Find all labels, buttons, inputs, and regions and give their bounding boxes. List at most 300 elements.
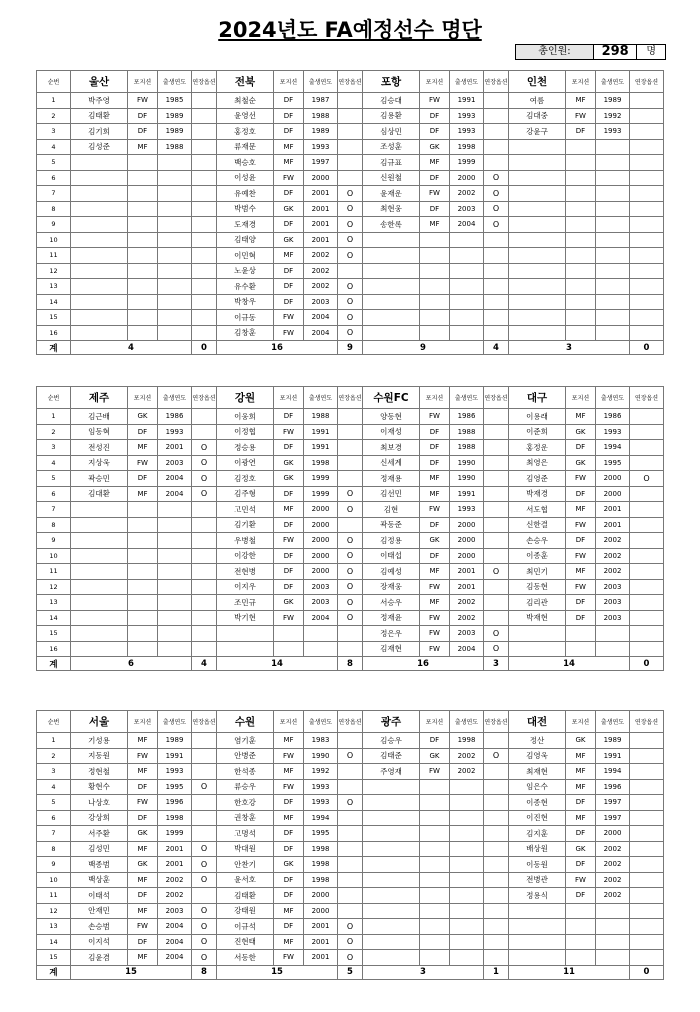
player-name: 여름: [509, 93, 566, 109]
player-extension-option: [630, 486, 664, 502]
player-position: [420, 294, 450, 310]
player-extension-option: [630, 826, 664, 842]
player-name: 신원철: [363, 170, 420, 186]
table-row: [37, 595, 664, 611]
player-name: 이재성: [363, 424, 420, 440]
player-position: FW: [566, 108, 596, 124]
player-position: [566, 155, 596, 171]
player-extension-option: [338, 139, 363, 155]
player-extension-option: [192, 186, 217, 202]
player-position: DF: [420, 108, 450, 124]
player-extension-option: O: [338, 533, 363, 549]
player-position: [274, 626, 304, 642]
player-birth-year: 2001: [158, 857, 192, 873]
player-position: DF: [128, 424, 158, 440]
player-birth-year: [450, 903, 484, 919]
player-extension-option: O: [338, 564, 363, 580]
player-name: 곽승민: [71, 471, 128, 487]
player-birth-year: [158, 170, 192, 186]
player-position: FW: [420, 409, 450, 425]
player-birth-year: 2004: [450, 641, 484, 657]
player-position: DF: [274, 826, 304, 842]
player-extension-option: O: [338, 217, 363, 233]
player-extension-option: [630, 872, 664, 888]
table-row: [37, 903, 664, 919]
team-extension-count: 0: [192, 341, 217, 355]
seq-header: 순번: [37, 71, 71, 93]
player-name: 최현웅: [363, 201, 420, 217]
roster-section-3: [36, 710, 664, 980]
player-position: FW: [566, 872, 596, 888]
player-name: 김윤겸: [71, 950, 128, 966]
player-extension-option: [484, 248, 509, 264]
player-birth-year: [158, 263, 192, 279]
team-extension-count: 4: [192, 657, 217, 671]
player-name: [71, 626, 128, 642]
player-name: [509, 201, 566, 217]
player-birth-year: 1989: [158, 108, 192, 124]
player-name: [71, 201, 128, 217]
player-position: [420, 841, 450, 857]
player-position: [128, 217, 158, 233]
player-extension-option: [630, 325, 664, 341]
player-name: 기성용: [71, 733, 128, 749]
player-name: 서주환: [71, 826, 128, 842]
row-number: 7: [37, 502, 71, 518]
player-extension-option: [484, 440, 509, 456]
table-row: [37, 279, 664, 295]
player-position: [420, 950, 450, 966]
player-birth-year: 1998: [304, 872, 338, 888]
player-name: 전병관: [509, 872, 566, 888]
player-name: 최민기: [509, 564, 566, 580]
player-extension-option: [484, 872, 509, 888]
player-position: [274, 641, 304, 657]
player-name: 김태준: [363, 748, 420, 764]
player-birth-year: 1992: [304, 764, 338, 780]
row-number: 4: [37, 779, 71, 795]
player-birth-year: 1989: [158, 124, 192, 140]
player-position: [128, 610, 158, 626]
player-name: 서동한: [217, 950, 274, 966]
player-position: MF: [128, 903, 158, 919]
player-extension-option: [484, 424, 509, 440]
player-position: GK: [420, 748, 450, 764]
player-position: [128, 502, 158, 518]
player-birth-year: 2002: [450, 748, 484, 764]
player-extension-option: [192, 795, 217, 811]
player-name: 권창훈: [217, 810, 274, 826]
player-extension-option: [192, 294, 217, 310]
player-extension-option: [630, 93, 664, 109]
player-birth-year: 2002: [450, 186, 484, 202]
team-player-count: 14: [217, 657, 338, 671]
row-number: 13: [37, 595, 71, 611]
player-name: [363, 232, 420, 248]
player-birth-year: [158, 325, 192, 341]
table-row: [37, 795, 664, 811]
player-birth-year: 1993: [304, 795, 338, 811]
player-name: 김태양: [217, 232, 274, 248]
player-name: 윤재운: [363, 186, 420, 202]
player-position: DF: [566, 486, 596, 502]
player-position: DF: [420, 548, 450, 564]
player-name: 김주형: [217, 486, 274, 502]
table-row: [37, 263, 664, 279]
player-birth-year: [596, 950, 630, 966]
player-name: [71, 310, 128, 326]
player-extension-option: [630, 748, 664, 764]
page-title: 2024년도 FA예정선수 명단: [218, 18, 482, 42]
player-birth-year: 1999: [304, 471, 338, 487]
player-name: 강윤구: [509, 124, 566, 140]
table-row: [37, 124, 664, 140]
player-birth-year: [596, 903, 630, 919]
team-player-count: 11: [509, 965, 630, 979]
player-birth-year: [158, 517, 192, 533]
player-position: DF: [274, 440, 304, 456]
player-extension-option: O: [338, 579, 363, 595]
team-extension-count: 5: [338, 965, 363, 979]
player-name: 정승용: [217, 440, 274, 456]
player-name: 김대환: [71, 486, 128, 502]
player-extension-option: [338, 124, 363, 140]
player-birth-year: [596, 325, 630, 341]
player-name: 김리관: [509, 595, 566, 611]
player-position: [420, 919, 450, 935]
player-birth-year: 1990: [450, 455, 484, 471]
player-name: 이규석: [217, 919, 274, 935]
player-extension-option: [484, 857, 509, 873]
player-name: 강태원: [217, 903, 274, 919]
player-extension-option: O: [338, 795, 363, 811]
player-extension-option: [630, 903, 664, 919]
player-name: 최보경: [363, 440, 420, 456]
player-extension-option: [484, 294, 509, 310]
row-number: 15: [37, 626, 71, 642]
player-name: [363, 310, 420, 326]
player-position: [420, 310, 450, 326]
player-position: DF: [274, 919, 304, 935]
player-birth-year: 2003: [450, 201, 484, 217]
player-birth-year: 2003: [596, 579, 630, 595]
player-birth-year: 1998: [304, 455, 338, 471]
player-name: [509, 186, 566, 202]
table-row: [37, 950, 664, 966]
player-position: FW: [566, 517, 596, 533]
player-birth-year: [158, 248, 192, 264]
player-birth-year: 1991: [304, 424, 338, 440]
player-extension-option: [630, 733, 664, 749]
player-position: DF: [274, 841, 304, 857]
player-position: [566, 641, 596, 657]
player-name: [509, 934, 566, 950]
player-birth-year: 2000: [450, 170, 484, 186]
player-name: 고명석: [217, 826, 274, 842]
player-name: 박기현: [217, 610, 274, 626]
player-position: DF: [566, 440, 596, 456]
player-extension-option: [630, 764, 664, 780]
extension-option-header: 연장옵션: [484, 711, 509, 733]
table-header-row: [37, 711, 664, 733]
player-name: 김선민: [363, 486, 420, 502]
player-birth-year: [158, 564, 192, 580]
player-position: FW: [420, 93, 450, 109]
player-name: [363, 826, 420, 842]
player-birth-year: [158, 279, 192, 295]
player-position: MF: [420, 471, 450, 487]
player-birth-year: 2003: [450, 626, 484, 642]
position-header: 포지션: [274, 71, 304, 93]
row-number: 3: [37, 440, 71, 456]
player-birth-year: [450, 872, 484, 888]
player-birth-year: 2002: [596, 872, 630, 888]
player-extension-option: [338, 872, 363, 888]
player-birth-year: [450, 888, 484, 904]
player-position: FW: [420, 186, 450, 202]
player-birth-year: [158, 595, 192, 611]
player-birth-year: 1993: [304, 139, 338, 155]
player-name: 송한록: [363, 217, 420, 233]
player-extension-option: [192, 764, 217, 780]
player-position: MF: [274, 934, 304, 950]
player-extension-option: [192, 517, 217, 533]
player-name: [71, 564, 128, 580]
player-extension-option: [630, 502, 664, 518]
player-position: MF: [566, 564, 596, 580]
player-position: DF: [274, 579, 304, 595]
player-name: 노윤상: [217, 263, 274, 279]
player-extension-option: [630, 934, 664, 950]
player-position: [128, 201, 158, 217]
player-extension-option: O: [338, 919, 363, 935]
player-position: MF: [274, 502, 304, 518]
table-row: [37, 424, 664, 440]
player-name: 최철순: [217, 93, 274, 109]
table-row: [37, 170, 664, 186]
player-extension-option: [484, 310, 509, 326]
player-name: 김승대: [363, 93, 420, 109]
player-extension-option: O: [192, 440, 217, 456]
player-name: 최재현: [509, 764, 566, 780]
player-birth-year: 1991: [450, 486, 484, 502]
table-header-row: [37, 71, 664, 93]
player-birth-year: 1987: [304, 93, 338, 109]
player-extension-option: [338, 424, 363, 440]
player-name: 윤서호: [217, 872, 274, 888]
birth-year-header: 출생연도: [158, 387, 192, 409]
player-extension-option: O: [484, 186, 509, 202]
player-extension-option: [192, 424, 217, 440]
player-extension-option: O: [192, 779, 217, 795]
player-birth-year: 1997: [304, 155, 338, 171]
table-row: [37, 455, 664, 471]
player-birth-year: [450, 857, 484, 873]
player-name: 유수환: [217, 279, 274, 295]
player-extension-option: [630, 139, 664, 155]
player-birth-year: 1989: [304, 124, 338, 140]
player-position: [420, 248, 450, 264]
player-extension-option: [192, 579, 217, 595]
player-extension-option: O: [192, 950, 217, 966]
player-extension-option: [338, 155, 363, 171]
player-birth-year: 2004: [304, 325, 338, 341]
player-extension-option: [192, 610, 217, 626]
player-position: GK: [128, 826, 158, 842]
player-position: MF: [420, 595, 450, 611]
player-name: 지상욱: [71, 455, 128, 471]
team-name-header: 대전: [509, 711, 566, 733]
player-position: FW: [128, 919, 158, 935]
row-number: 8: [37, 517, 71, 533]
player-position: DF: [128, 471, 158, 487]
player-birth-year: 2001: [158, 841, 192, 857]
player-birth-year: [158, 232, 192, 248]
team-player-count: 16: [363, 657, 484, 671]
player-birth-year: 2002: [596, 548, 630, 564]
player-position: FW: [566, 471, 596, 487]
player-extension-option: [192, 124, 217, 140]
player-extension-option: [338, 263, 363, 279]
player-extension-option: O: [338, 310, 363, 326]
row-number: 2: [37, 748, 71, 764]
player-name: 이민혁: [217, 248, 274, 264]
player-position: [128, 263, 158, 279]
player-extension-option: O: [192, 471, 217, 487]
player-birth-year: 2002: [596, 888, 630, 904]
player-position: MF: [274, 810, 304, 826]
player-position: MF: [274, 155, 304, 171]
player-birth-year: 1998: [450, 733, 484, 749]
player-name: [363, 325, 420, 341]
player-position: DF: [128, 888, 158, 904]
player-extension-option: O: [338, 610, 363, 626]
team-name-header: 광주: [363, 711, 420, 733]
player-birth-year: [596, 310, 630, 326]
player-position: DF: [566, 795, 596, 811]
table-row: [37, 93, 664, 109]
player-position: MF: [128, 950, 158, 966]
player-position: FW: [420, 579, 450, 595]
player-extension-option: [192, 626, 217, 642]
player-name: 전성진: [71, 440, 128, 456]
sum-label: 계: [37, 965, 71, 979]
player-extension-option: [338, 841, 363, 857]
team-total-row: [37, 341, 664, 355]
extension-option-header: 연장옵션: [338, 71, 363, 93]
player-birth-year: 2000: [304, 170, 338, 186]
player-birth-year: 1993: [158, 764, 192, 780]
player-birth-year: 1991: [596, 748, 630, 764]
player-position: GK: [566, 733, 596, 749]
player-position: DF: [274, 795, 304, 811]
player-extension-option: [484, 124, 509, 140]
player-name: 박범수: [217, 201, 274, 217]
player-birth-year: 1995: [158, 779, 192, 795]
player-position: MF: [566, 764, 596, 780]
player-extension-option: [630, 888, 664, 904]
extension-option-header: 연장옵션: [484, 71, 509, 93]
player-extension-option: [192, 93, 217, 109]
player-extension-option: [630, 533, 664, 549]
table-row: [37, 486, 664, 502]
player-extension-option: O: [338, 548, 363, 564]
player-birth-year: 2003: [304, 579, 338, 595]
player-name: [71, 155, 128, 171]
player-extension-option: [484, 579, 509, 595]
player-position: MF: [274, 903, 304, 919]
player-position: FW: [274, 310, 304, 326]
player-extension-option: [630, 455, 664, 471]
player-name: 박주영: [71, 93, 128, 109]
player-position: DF: [420, 440, 450, 456]
player-birth-year: 2001: [450, 564, 484, 580]
player-extension-option: [192, 325, 217, 341]
player-extension-option: O: [338, 934, 363, 950]
row-number: 1: [37, 93, 71, 109]
player-birth-year: [158, 579, 192, 595]
player-position: [420, 826, 450, 842]
player-position: [566, 919, 596, 935]
player-birth-year: 1989: [596, 93, 630, 109]
table-row: [37, 232, 664, 248]
row-number: 4: [37, 139, 71, 155]
player-name: [71, 579, 128, 595]
player-extension-option: [192, 595, 217, 611]
team-extension-count: 1: [484, 965, 509, 979]
player-position: [128, 533, 158, 549]
player-birth-year: [158, 641, 192, 657]
row-number: 12: [37, 903, 71, 919]
player-extension-option: [338, 733, 363, 749]
player-name: 안재민: [71, 903, 128, 919]
player-extension-option: O: [484, 626, 509, 642]
player-extension-option: [484, 263, 509, 279]
player-birth-year: 2001: [450, 579, 484, 595]
player-position: GK: [274, 232, 304, 248]
player-name: 강상희: [71, 810, 128, 826]
player-position: [566, 186, 596, 202]
player-position: [420, 232, 450, 248]
player-name: [509, 903, 566, 919]
player-extension-option: [192, 201, 217, 217]
player-position: DF: [274, 279, 304, 295]
player-extension-option: [484, 950, 509, 966]
player-birth-year: 1991: [450, 93, 484, 109]
position-header: 포지션: [566, 387, 596, 409]
table-row: [37, 841, 664, 857]
player-birth-year: 1995: [596, 455, 630, 471]
player-name: 김성민: [71, 841, 128, 857]
row-number: 5: [37, 471, 71, 487]
player-position: [420, 903, 450, 919]
player-birth-year: 1989: [596, 733, 630, 749]
player-position: [566, 217, 596, 233]
player-birth-year: 1992: [596, 108, 630, 124]
player-birth-year: 1986: [450, 409, 484, 425]
row-number: 12: [37, 579, 71, 595]
team-name-header: 수원: [217, 711, 274, 733]
player-extension-option: [192, 564, 217, 580]
player-birth-year: 2002: [450, 764, 484, 780]
player-extension-option: O: [338, 232, 363, 248]
player-birth-year: [158, 201, 192, 217]
player-name: [363, 779, 420, 795]
player-position: DF: [274, 294, 304, 310]
team-extension-count: 9: [338, 341, 363, 355]
table-row: [37, 325, 664, 341]
player-position: MF: [420, 217, 450, 233]
